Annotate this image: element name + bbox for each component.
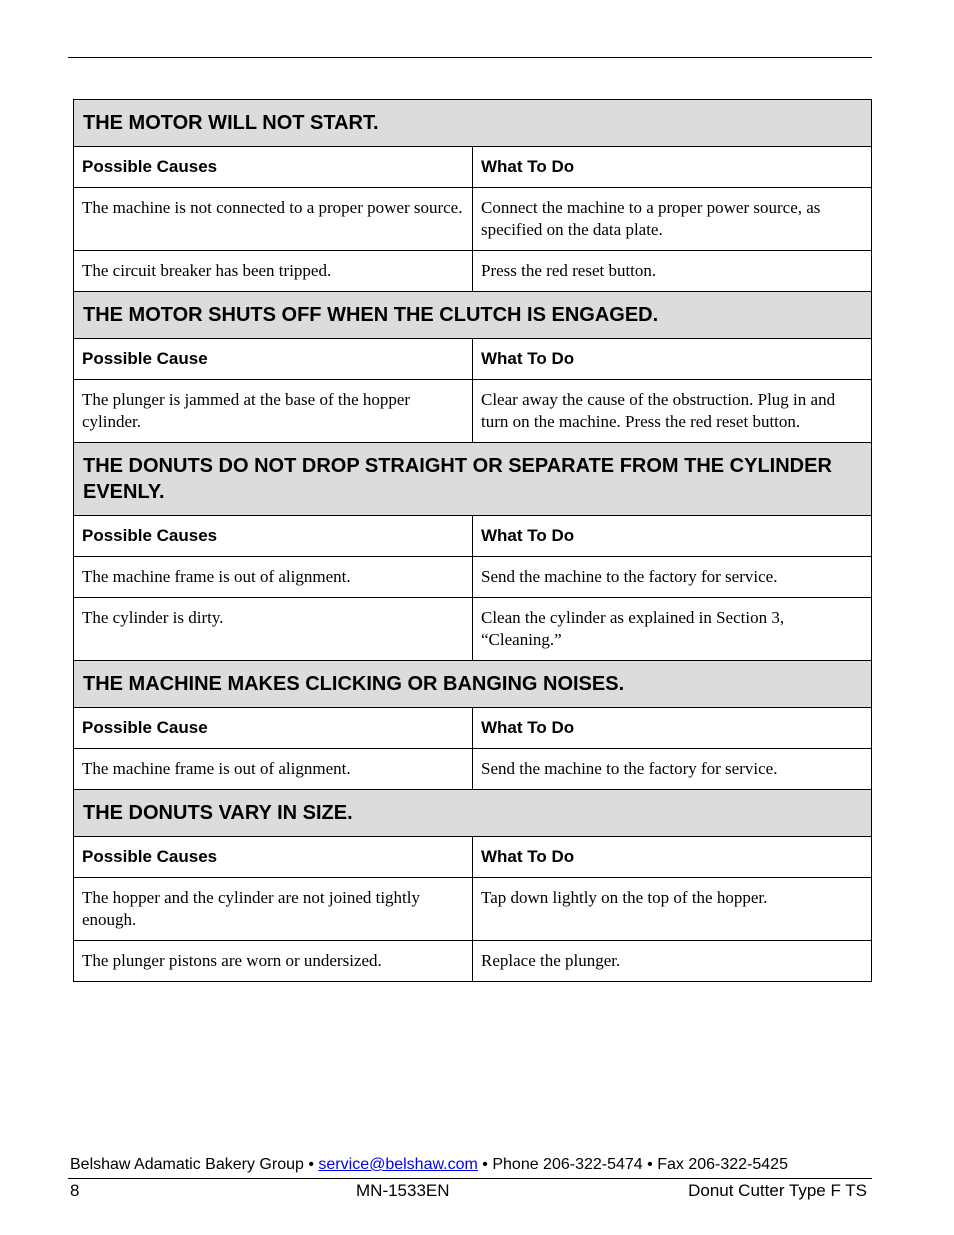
footer-contact-line	[70, 1155, 788, 1175]
cause-cell: The cylinder is dirty.	[74, 598, 473, 661]
cause-cell: The plunger pistons are worn or undersized.	[74, 941, 473, 982]
bullet-separator: •	[482, 1156, 488, 1173]
table-row	[74, 557, 872, 598]
causes-column-header: Possible Causes	[74, 147, 473, 188]
causes-column-header: Possible Cause	[74, 708, 473, 749]
section-title: THE MACHINE MAKES CLICKING OR BANGING NOISES.	[74, 661, 872, 708]
causes-column-header: Possible Cause	[74, 339, 473, 380]
causes-column-header: Possible Causes	[74, 837, 473, 878]
email-link[interactable]: service@belshaw.com	[318, 1156, 478, 1173]
bullet-separator: •	[308, 1156, 314, 1173]
product-name: Donut Cutter Type F TS	[688, 1181, 867, 1200]
cause-cell: The machine frame is out of alignment.	[74, 749, 473, 790]
action-column-header: What To Do	[473, 339, 872, 380]
section-header-row	[74, 443, 872, 516]
column-header-row	[74, 837, 872, 878]
table-row	[74, 749, 872, 790]
cause-cell: The machine is not connected to a proper power source.	[74, 188, 473, 251]
section-title: THE MOTOR WILL NOT START.	[74, 100, 872, 147]
table-row	[74, 188, 872, 251]
company-name: Belshaw Adamatic Bakery Group	[70, 1156, 304, 1173]
phone-number: Phone 206-322-5474	[492, 1156, 643, 1173]
column-header-row	[74, 516, 872, 557]
column-header-row	[74, 147, 872, 188]
table-row	[74, 598, 872, 661]
action-cell: Clear away the cause of the obstruction. Plug in and turn on the machine. Press the red reset button.	[473, 380, 872, 443]
action-cell: Press the red reset button.	[473, 251, 872, 292]
action-cell: Clean the cylinder as explained in Section 3, “Cleaning.”	[473, 598, 872, 661]
fax-number: Fax 206-322-5425	[657, 1156, 788, 1173]
bullet-separator: •	[647, 1156, 653, 1173]
section-header-row	[74, 100, 872, 147]
column-header-row	[74, 339, 872, 380]
column-header-row	[74, 708, 872, 749]
section-header-row	[74, 790, 872, 837]
action-column-header: What To Do	[473, 516, 872, 557]
table-row	[74, 251, 872, 292]
cause-cell: The circuit breaker has been tripped.	[74, 251, 473, 292]
causes-column-header: Possible Causes	[74, 516, 473, 557]
action-cell: Replace the plunger.	[473, 941, 872, 982]
action-column-header: What To Do	[473, 147, 872, 188]
cause-cell: The plunger is jammed at the base of the hopper cylinder.	[74, 380, 473, 443]
action-column-header: What To Do	[473, 837, 872, 878]
section-title: THE DONUTS DO NOT DROP STRAIGHT OR SEPARATE FROM THE CYLINDER EVENLY.	[74, 443, 872, 516]
action-column-header: What To Do	[473, 708, 872, 749]
table-row	[74, 380, 872, 443]
troubleshooting-table	[73, 99, 872, 982]
cause-cell: The machine frame is out of alignment.	[74, 557, 473, 598]
action-cell: Tap down lightly on the top of the hopper.	[473, 878, 872, 941]
page-number: 8	[70, 1181, 80, 1200]
action-cell: Connect the machine to a proper power source, as specified on the data plate.	[473, 188, 872, 251]
document-number: MN-1533EN	[356, 1181, 450, 1200]
section-title: THE DONUTS VARY IN SIZE.	[74, 790, 872, 837]
table-row	[74, 878, 872, 941]
table-row	[74, 941, 872, 982]
footer-rule	[68, 1178, 872, 1179]
action-cell: Send the machine to the factory for service.	[473, 557, 872, 598]
cause-cell: The hopper and the cylinder are not joined tightly enough.	[74, 878, 473, 941]
header-rule	[68, 57, 872, 58]
section-header-row	[74, 292, 872, 339]
section-title: THE MOTOR SHUTS OFF WHEN THE CLUTCH IS ENGAGED.	[74, 292, 872, 339]
footer-page-info	[70, 1180, 870, 1202]
section-header-row	[74, 661, 872, 708]
action-cell: Send the machine to the factory for service.	[473, 749, 872, 790]
